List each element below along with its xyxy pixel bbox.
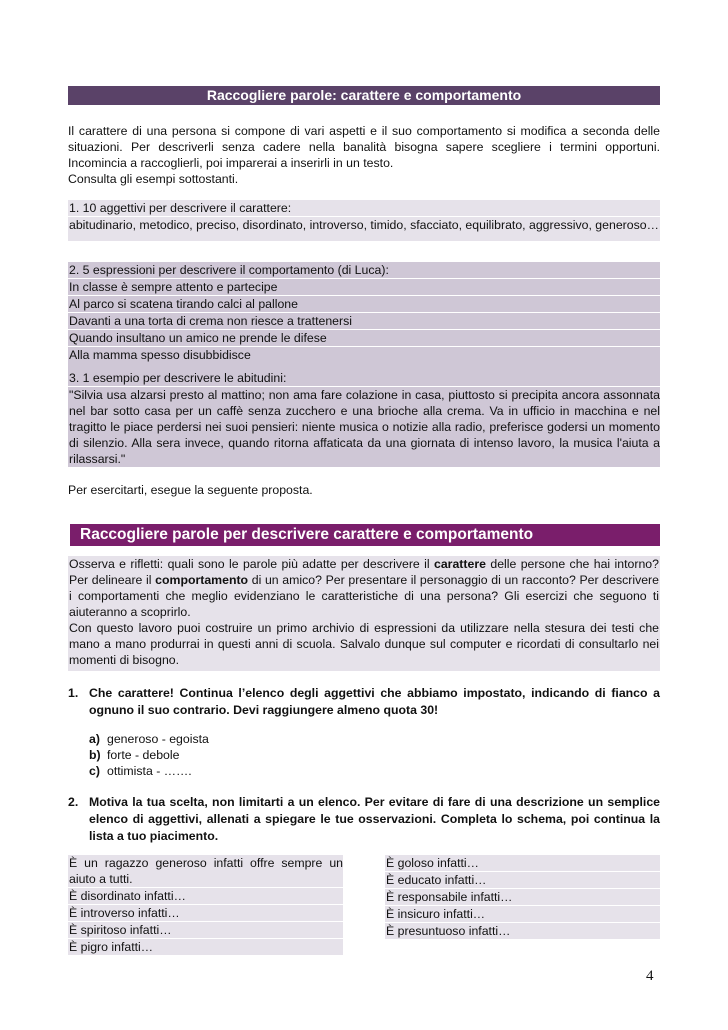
- section-title-1: Raccogliere parole: carattere e comportamento: [68, 86, 660, 105]
- list-item: [89, 747, 209, 763]
- example-box-habits: [68, 370, 660, 468]
- table-cell: È goloso infatti…: [385, 855, 660, 872]
- item-text: ottimista - …….: [107, 764, 192, 778]
- table-cell: È spiritoso infatti…: [68, 922, 343, 939]
- table-cell: È pigro infatti…: [68, 939, 343, 956]
- examples-right-column: [385, 855, 660, 940]
- list-item: Al parco si scatena tirando calci al pallone: [68, 296, 660, 313]
- box-text: "Silvia usa alzarsi presto al mattino; non ama fare colazione in casa, piuttosto si precipita ancora assonnata nel bar sotto casa per un caffè senza zucchero e una brioche alla crema. Va in ufficio in macchina e nel tragitto le piace perdersi nei suoi pensieri: niente musica o notizie alla radio, preferisce godersi un momento di silenzio. Alla sera invece, quando ritorna affaticata da una giornata di intenso lavoro, la musica l'aiuta a rilassarsi.": [69, 388, 660, 466]
- item-text: generoso - egoista: [107, 732, 209, 746]
- section-title-2: Raccogliere parole per descrivere carattere e comportamento: [70, 524, 660, 546]
- list-item: Quando insultano un amico ne prende le difese: [68, 330, 660, 347]
- examples-left-column: [68, 855, 343, 956]
- question-text: Motiva la tua scelta, non limitarti a un elenco. Per evitare di fare di una descrizione un semplice elenco di aggettivi, allenati a spiegare le tue osservazioni. Completa lo schema, poi continua la lista a tuo piacimento.: [89, 795, 660, 843]
- question-text: Che carattere! Continua l’elenco degli aggettivi che abbiamo impostato, indicando di fianco a ognuno il suo contrario. Devi raggiungere almeno quota 30!: [89, 686, 660, 717]
- table-cell: È presuntuoso infatti…: [385, 923, 660, 940]
- item-text: forte - debole: [107, 748, 180, 762]
- instructions-p1: [69, 556, 659, 620]
- question-number: 2.: [68, 795, 79, 809]
- list-item: In classe è sempre attento e partecipe: [68, 279, 660, 296]
- item-letter: a): [89, 732, 100, 746]
- box-heading: 1. 10 aggettivi per descrivere il carattere:: [68, 200, 660, 217]
- example-box-behaviour: [68, 262, 660, 372]
- list-item: [89, 731, 209, 747]
- intro-paragraph: [68, 123, 660, 187]
- example-box-adjectives: [68, 200, 660, 242]
- box-heading: 2. 5 espressioni per descrivere il comportamento (di Luca):: [68, 262, 660, 279]
- table-cell: È disordinato infatti…: [68, 888, 343, 905]
- instructions-box: [68, 556, 660, 671]
- intro-text: Il carattere di una persona si compone di vari aspetti e il suo comportamento si modifica a seconda delle situazioni. Per descriverli senza cadere nella banalità bisogna sapere scegliere i termini opportuni. Incomincia a raccoglierli, poi imparerai a inserirli in un testo.: [68, 124, 660, 170]
- exercise-note: Per esercitarti, esegue la seguente proposta.: [68, 483, 313, 497]
- table-cell: È responsabile infatti…: [385, 889, 660, 906]
- keyword-comportamento: comportamento: [155, 573, 249, 587]
- question-2: [68, 794, 660, 845]
- text-run: Osserva e rifletti: quali sono le parole più adatte per descrivere il: [69, 557, 434, 571]
- table-cell: È educato infatti…: [385, 872, 660, 889]
- text-run: delle persone che hai intorno? Per delineare il: [69, 557, 659, 587]
- keyword-carattere: carattere: [434, 557, 486, 571]
- list-item: [89, 763, 209, 779]
- list-item: Alla mamma spesso disubbidisce: [68, 347, 660, 372]
- item-letter: c): [89, 764, 100, 778]
- question-number: 1.: [68, 686, 79, 700]
- page-number: 4: [646, 968, 654, 984]
- box-text: abitudinario, metodico, preciso, disordinato, introverso, timido, sfacciato, equilibrato, aggressivo, generoso…: [68, 217, 660, 242]
- question-1-items: [89, 731, 209, 779]
- box-heading: 3. 1 esempio per descrivere le abitudini:: [68, 370, 660, 387]
- instructions-p2: Con questo lavoro puoi costruire un primo archivio di espressioni da utilizzare nella stesura dei testi che mano a mano produrrai in questi anni di scuola. Salvalo dunque sul computer e ricordati di consultarlo nei momenti di bisogno.: [69, 621, 659, 667]
- table-cell: È insicuro infatti…: [385, 906, 660, 923]
- table-cell: È un ragazzo generoso infatti offre sempre un aiuto a tutti.: [69, 856, 343, 886]
- text-run: di un amico? Per presentare il personaggio di un racconto? Per descrivere i comportamenti che meglio evidenziano le caratteristiche di una persona? Gli esercizi che seguono ti aiuteranno a scoprirlo.: [69, 573, 659, 619]
- question-1: [68, 685, 660, 719]
- item-letter: b): [89, 748, 101, 762]
- intro-consult: Consulta gli esempi sottostanti.: [68, 172, 239, 186]
- table-cell: È introverso infatti…: [68, 905, 343, 922]
- list-item: Davanti a una torta di crema non riesce a trattenersi: [68, 313, 660, 330]
